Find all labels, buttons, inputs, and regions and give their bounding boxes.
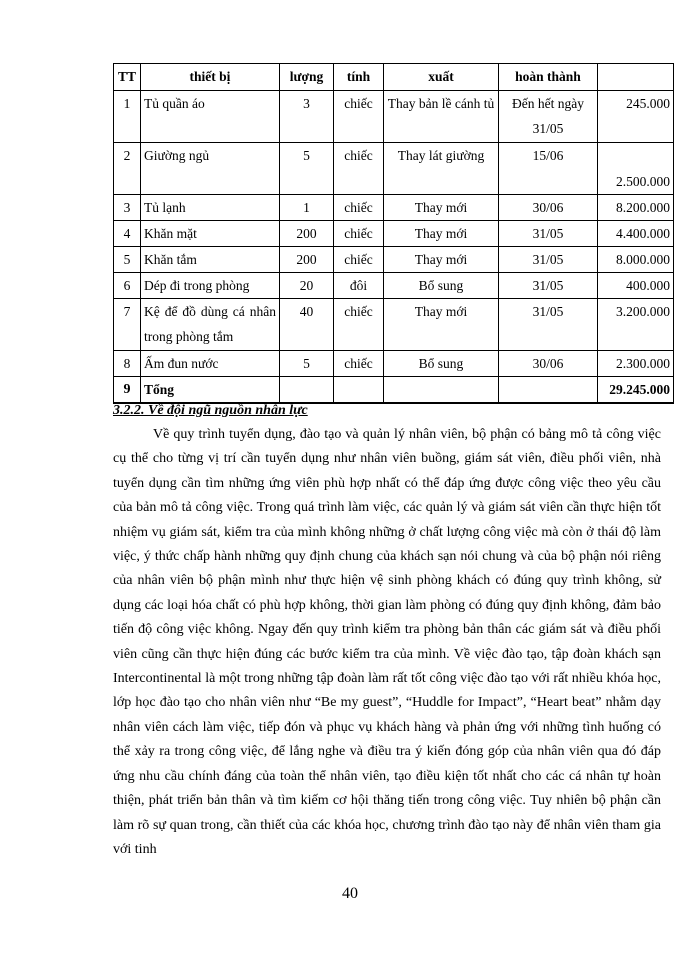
table-row — [114, 91, 674, 143]
row-amount: 2.300.000 — [598, 351, 674, 377]
row-quantity: 20 — [280, 273, 334, 299]
row-amount: 8.000.000 — [598, 247, 674, 273]
row-date: 30/06 — [499, 195, 598, 221]
row-index: 7 — [114, 299, 141, 351]
row-index: 1 — [114, 91, 141, 143]
table-row — [114, 221, 674, 247]
table-row — [114, 351, 674, 377]
row-amount: 4.400.000 — [598, 221, 674, 247]
row-action: Thay mới — [384, 247, 499, 273]
row-date: Đến hết ngày 31/05 — [499, 91, 598, 143]
row-index: 3 — [114, 195, 141, 221]
row-date: 31/05 — [499, 299, 598, 351]
row-quantity: 200 — [280, 247, 334, 273]
row-unit: chiếc — [334, 351, 384, 377]
row-unit: đôi — [334, 273, 384, 299]
header-unit: tính — [334, 64, 384, 91]
row-equipment: Giường ngủ — [141, 143, 280, 195]
header-completion: hoàn thành — [499, 64, 598, 91]
table-row — [114, 195, 674, 221]
row-amount: 3.200.000 — [598, 299, 674, 351]
row-equipment: Khăn tắm — [141, 247, 280, 273]
row-quantity: 5 — [280, 351, 334, 377]
row-amount: 400.000 — [598, 273, 674, 299]
table-row — [114, 143, 674, 195]
table-row — [114, 247, 674, 273]
row-quantity: 1 — [280, 195, 334, 221]
table-row — [114, 273, 674, 299]
row-unit: chiếc — [334, 91, 384, 143]
row-date: 31/05 — [499, 221, 598, 247]
row-equipment: Kệ để đồ dùng cá nhân trong phòng tắm — [141, 299, 280, 351]
total-empty-cell — [334, 377, 384, 404]
header-amount — [598, 64, 674, 91]
total-empty-cell — [280, 377, 334, 404]
page-number: 40 — [342, 885, 358, 902]
row-index: 2 — [114, 143, 141, 195]
row-quantity: 3 — [280, 91, 334, 143]
row-index: 5 — [114, 247, 141, 273]
row-equipment: Dép đi trong phòng — [141, 273, 280, 299]
header-equipment: thiết bị — [141, 64, 280, 91]
table-total-row — [114, 377, 674, 404]
row-action: Thay bản lề cánh tủ — [384, 91, 499, 143]
row-amount: 245.000 — [598, 91, 674, 143]
row-equipment: Tủ quần áo — [141, 91, 280, 143]
table-header-row — [114, 64, 674, 91]
row-date: 31/05 — [499, 247, 598, 273]
total-empty-cell — [499, 377, 598, 404]
row-index: 8 — [114, 351, 141, 377]
row-quantity: 40 — [280, 299, 334, 351]
section-heading: 3.2.2. Về đội ngũ nguồn nhân lực — [113, 403, 308, 418]
row-unit: chiếc — [334, 221, 384, 247]
row-action: Thay mới — [384, 299, 499, 351]
row-unit: chiếc — [334, 299, 384, 351]
row-unit: chiếc — [334, 247, 384, 273]
header-quantity: lượng — [280, 64, 334, 91]
total-label: Tổng — [141, 377, 280, 404]
header-proposal: xuất — [384, 64, 499, 91]
row-index: 6 — [114, 273, 141, 299]
row-amount: 8.200.000 — [598, 195, 674, 221]
row-unit: chiếc — [334, 143, 384, 195]
row-action: Thay mới — [384, 221, 499, 247]
total-empty-cell — [384, 377, 499, 404]
total-amount: 29.245.000 — [598, 377, 674, 404]
equipment-table — [113, 63, 674, 404]
row-action: Bổ sung — [384, 351, 499, 377]
row-date: 30/06 — [499, 351, 598, 377]
row-action: Thay mới — [384, 195, 499, 221]
row-date: 15/06 — [499, 143, 598, 195]
table-row — [114, 299, 674, 351]
row-amount: 2.500.000 — [598, 143, 674, 195]
row-equipment: Ấm đun nước — [141, 351, 280, 377]
row-unit: chiếc — [334, 195, 384, 221]
body-paragraph: Về quy trình tuyển dụng, đào tạo và quản lý nhân viên, bộ phận có bảng mô tả công việc cụ thể cho từng vị trí cần tuyển dụng như nhân viên buồng, giám sát viên, điều phối viên, nhà tuyển dụng cần tìm những ứng viên phù hợp nhất có thể đáp ứng được công việc theo yêu cầu của bản mô tả công việc. Trong quá trình làm việc, các quản lý và giám sát viên cần thực hiện tốt nhiệm vụ giám sát, kiểm tra của mình không những ở chất lượng công việc mà còn ở thái độ làm việc, ý thức chấp hành những quy định chung của khách sạn nói chung và của bộ phận nói riêng của nhân viên bộ phận mình như thực hiện vệ sinh phòng khách có đúng quy trình không, sử dụng các loại hóa chất có phù hợp không, thời gian làm phòng có đúng quy định không, đảm bảo tiến độ công việc không. Ngay đến quy trình kiểm tra phòng bản thân các giám sát và điều phối viên cũng cần thực hiện đúng các bước kiểm tra của mình. Về việc đào tạo, tập đoàn khách sạn Intercontinental là một trong những tập đoàn làm rất tốt công việc đào tạo với rất nhiều khóa học, lớp học đào tạo cho nhân viên như “Be my guest”, “Huddle for Impact”, “Heart beat” nhằm dạy nhân viên cách làm việc, tiếp đón và phục vụ khách hàng và phản ứng với những tình huống có thể xảy ra trong công việc, để lắng nghe và điều tra ý kiến đóng góp của nhân viên qua đó đáp ứng nhu cầu chính đáng của toàn thể nhân viên, tạo điều kiện tốt nhất cho các cá nhân tự hoàn thiện, phát triển bản thân và tìm kiếm cơ hội thăng tiến trong công việc. Tuy nhiên bộ phận cần làm rõ sự quan trong, cần thiết của các khóa học, chương trình đào tạo này để nhân viên tham gia với tinh — [113, 427, 661, 857]
row-quantity: 5 — [280, 143, 334, 195]
total-index: 9 — [114, 377, 141, 404]
row-date: 31/05 — [499, 273, 598, 299]
row-equipment: Tủ lạnh — [141, 195, 280, 221]
row-quantity: 200 — [280, 221, 334, 247]
row-equipment: Khăn mặt — [141, 221, 280, 247]
row-action: Thay lát giường — [384, 143, 499, 195]
row-action: Bổ sung — [384, 273, 499, 299]
row-index: 4 — [114, 221, 141, 247]
header-tt: TT — [114, 64, 141, 91]
